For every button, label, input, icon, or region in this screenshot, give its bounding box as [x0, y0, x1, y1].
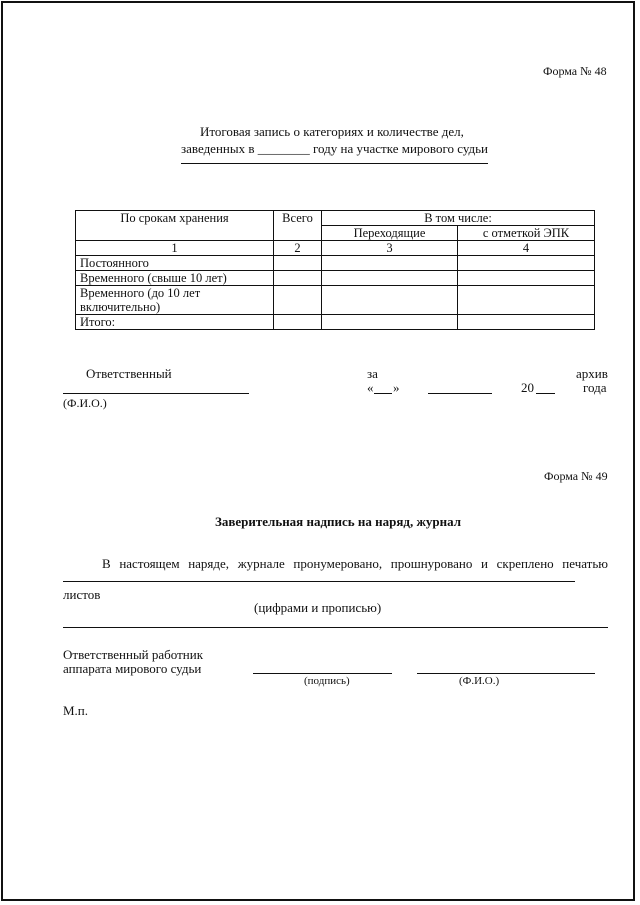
form49-stamp-place: М.п. [63, 703, 89, 718]
table-cell [274, 271, 322, 286]
table-col-number: 3 [322, 241, 458, 256]
table-row-label: Временного (свыше 10 лет) [76, 271, 274, 286]
form49-signer-line2: аппарата мирового судьи [63, 661, 202, 676]
table-header-transitional: Переходящие [322, 226, 458, 241]
table-cell [458, 286, 595, 315]
table-row-label: Итого: [76, 315, 274, 330]
table-header-epk: с отметкой ЭПК [458, 226, 595, 241]
table-row-label: Постоянного [76, 256, 274, 271]
form48-za-label: за [367, 366, 378, 381]
form48-day-line [374, 393, 392, 394]
table-cell [322, 271, 458, 286]
form48-table [75, 210, 595, 330]
form48-label: Форма № 48 [543, 64, 607, 78]
table-row [76, 256, 595, 271]
form49-count-line [63, 581, 575, 582]
form48-year-prefix: 20 [521, 380, 534, 395]
form48-fio-label: (Ф.И.О.) [63, 396, 107, 410]
form49-words-line [63, 627, 608, 628]
table-row [76, 315, 595, 330]
table-row [76, 271, 595, 286]
form49-body-text: В настоящем наряде, журнале пронумеровано, прошнуровано и скреплено печатью [102, 556, 608, 571]
table-cell [458, 256, 595, 271]
form48-month-line [428, 393, 492, 394]
form48-archive-label: архив [576, 366, 608, 381]
form48-year-label: года [583, 380, 607, 395]
table-cell [458, 271, 595, 286]
table-cell [458, 315, 595, 330]
table-row [76, 286, 595, 315]
table-header-including: В том числе: [322, 211, 595, 226]
table-row-label: Временного (до 10 лет включительно) [76, 286, 274, 315]
table-cell [274, 286, 322, 315]
form49-signer-line1: Ответственный работник [63, 647, 204, 662]
form49-signature-hint: (подпись) [304, 675, 350, 687]
form48-title-underline [181, 163, 488, 164]
table-cell [322, 286, 458, 315]
form48-title-line1: Итоговая запись о категориях и количестве дел, [200, 124, 464, 139]
form49-label: Форма № 49 [544, 469, 608, 483]
form49-signature-line [253, 673, 392, 674]
form48-date-close-quote: » [393, 380, 400, 395]
form49-fio-hint: (Ф.И.О.) [459, 675, 500, 687]
form49-fio-line [417, 673, 595, 674]
table-header-total: Всего [274, 211, 322, 241]
form49-title: Заверительная надпись на наряд, журнал [215, 514, 462, 529]
table-col-number: 2 [274, 241, 322, 256]
form49-sheets-hint: (цифрами и прописью) [254, 600, 382, 615]
form48-responsible-line [63, 393, 249, 394]
table-header-storage-term: По срокам хранения [76, 211, 274, 241]
form48-responsible-label: Ответственный [86, 366, 172, 381]
table-cell [322, 315, 458, 330]
form49-sheets-label: листов [63, 587, 101, 602]
form48-year-line [536, 393, 555, 394]
table-cell [274, 315, 322, 330]
table-col-number: 4 [458, 241, 595, 256]
table-cell [322, 256, 458, 271]
form48-date-open-quote: « [367, 380, 374, 395]
table-cell [274, 256, 322, 271]
table-col-number: 1 [76, 241, 274, 256]
form48-title-line2: заведенных в ________ году на участке мирового судьи [181, 141, 489, 156]
